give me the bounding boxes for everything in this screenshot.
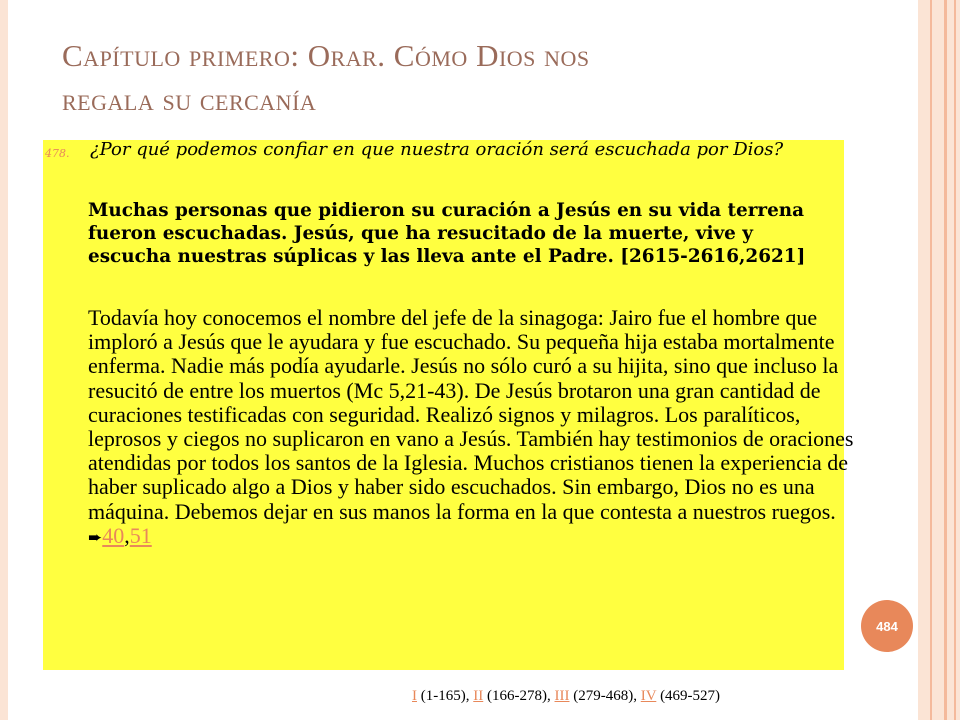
explanation-text: Todavía hoy conocemos el nombre del jefe de la sinagoga: Jairo fue el hombre que imploró a Jesús que le ayudara y fue escuchado. Su pequeña hija estaba mortalmente enferma. Nadie más podía ayudarle. Jesús no sólo curó a su hijita, sino que incluso la resucitó de entre los muertos (Mc 5,21-43). De Jesús brotaron una gran cantidad de curaciones testificadas con seguridad. Realizó signos y milagros. Los paralíticos, leprosos y ciegos no suplicaron en vano a Jesús. También hay testimonios de oraciones atendidas por todos los santos de la Iglesia. Muchos cristianos tienen la experiencia de haber suplicado algo a Dios y haber sido escuchados. Sin embargo, Dios no es una máquina. Debemos dejar en sus manos la forma en la que contesta a nuestros ruegos. bbox=[88, 305, 854, 524]
right-edge-stripes bbox=[918, 0, 960, 720]
footer-range-3: (279-468), bbox=[569, 688, 641, 704]
page-number: 484 bbox=[876, 618, 898, 634]
footer-link-part-4[interactable]: IV bbox=[640, 688, 657, 704]
explanation-paragraph bbox=[88, 306, 858, 550]
footer-link-part-2[interactable]: II bbox=[473, 688, 484, 704]
slide-title-line-2: regala su cercanía bbox=[62, 82, 317, 117]
footer-link-part-1[interactable]: I bbox=[412, 688, 417, 704]
answer-text: Muchas personas que pidieron su curación a Jesús en su vida terrena fueron escuchadas. Jesús, que ha resucitado de la muerte, vive y escucha nuestras súplicas y las lleva ante el Padre. [2615-2616,2621] bbox=[88, 200, 806, 267]
page-number-badge bbox=[861, 600, 913, 652]
footer-navigation bbox=[412, 688, 720, 705]
reference-link-51[interactable]: 51 bbox=[129, 522, 152, 548]
reference-separator: , bbox=[124, 522, 130, 548]
reference-link-40[interactable]: 40 bbox=[102, 522, 125, 548]
slide-title-line-1: Capítulo primero: Orar. Cómo Dios nos bbox=[62, 38, 590, 73]
footer-range-1: (1-165), bbox=[417, 688, 474, 704]
question-text: ¿Por qué podemos confiar en que nuestra oración será escuchada por Dios? bbox=[90, 139, 784, 160]
slide-title bbox=[62, 34, 862, 122]
reference-arrow-icon: ➨ bbox=[88, 527, 103, 548]
footer-range-2: (166-278), bbox=[483, 688, 555, 704]
footer-link-part-3[interactable]: III bbox=[554, 688, 570, 704]
footer-range-4: (469-527) bbox=[656, 688, 721, 704]
left-edge-band bbox=[0, 0, 8, 720]
question-number: 478. bbox=[45, 147, 70, 160]
